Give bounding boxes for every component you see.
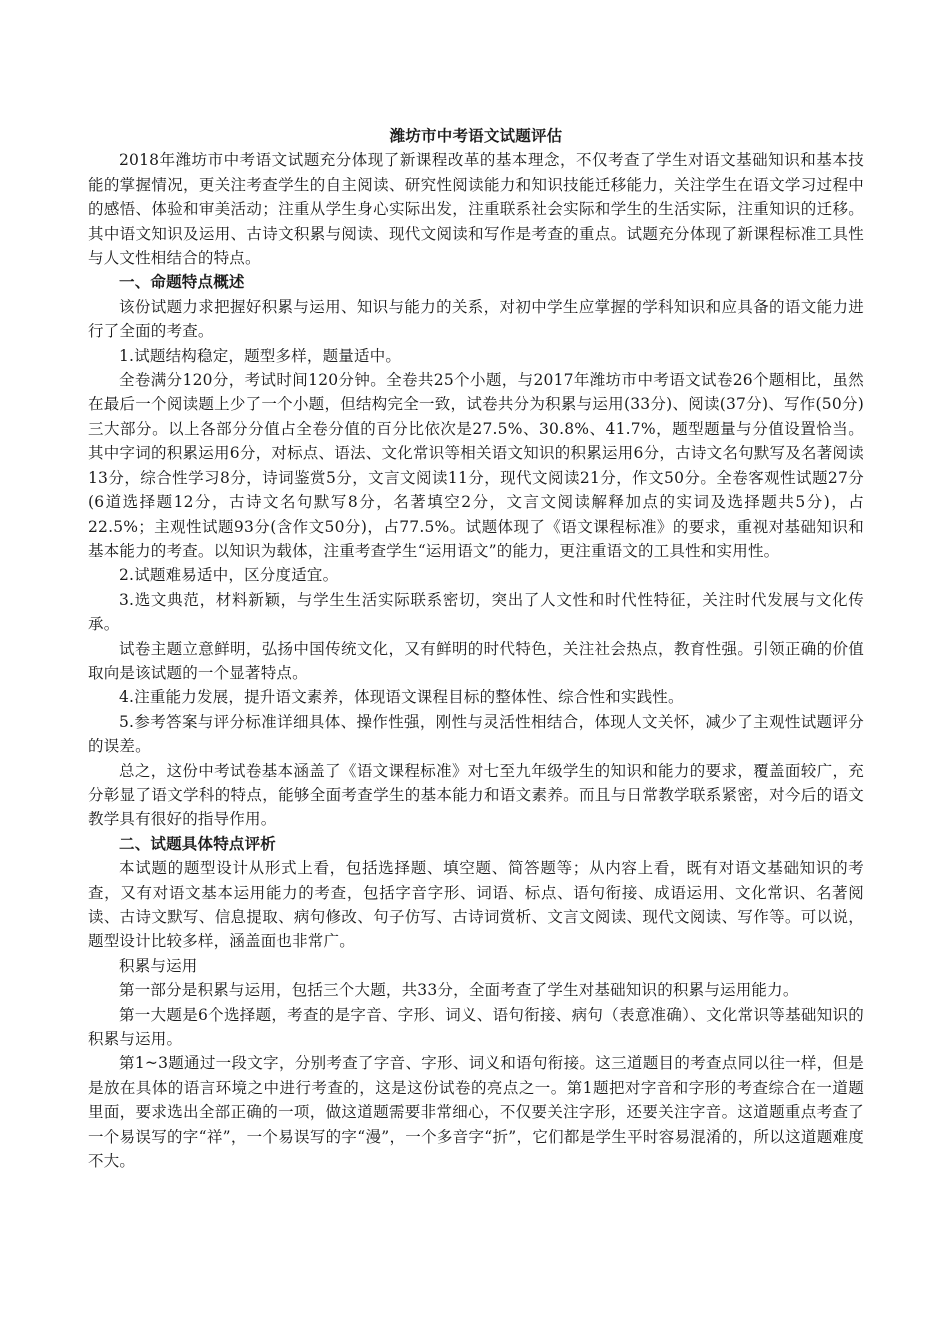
list-item: 4.注重能力发展，提升语文素养，体现语文课程目标的整体性、综合性和实践性。 [119, 688, 684, 707]
paragraph: 试卷主题立意鲜明，弘扬中国传统文化，又有鲜明的时代特色，关注社会热点，教育性强。引领正确的价值取向是该试题的一个显著特点。 [88, 639, 864, 682]
paragraph: 全卷满分120分，考试时间120分钟。全卷共25个小题，与2017年潍坊市中考语文试卷26个题相比，虽然在最后一个阅读题上少了一个小题，但结构完全一致，试卷共分为积累与运用(33分)、阅读(37分)、写作(50分)三大部分。以上各部分分值占全卷分值的百分比依次是27.5%、30.8%、41.7%，题型题量与分值设置恰当。其中字词的积累运用6分，对标点、语法、文化常识等相关语文知识的积累运用6分，古诗文名句默写及名著阅读13分，综合性学习8分，诗词鉴赏5分，文言文阅读11分，现代文阅读21分，作文50分。全卷客观性试题27分(6道选择题12分，古诗文名句默写8分，名著填空2分，文言文阅读解释加点的实词及选择题共5分)，占22.5%；主观性试题93分(含作文50分)，占77.5%。试题体现了《语文课程标准》的要求，重视对基础知识和基本能力的考查。以知识为载体，注重考查学生“运用语文”的能力，更注重语文的工具性和实用性。 [88, 371, 864, 560]
paragraph: 第一大题是6个选择题，考查的是字音、字形、词义、语句衔接、病句（表意准确）、文化常识等基础知识的积累与运用。 [88, 1005, 864, 1049]
paragraph: 第一部分是积累与运用，包括三个大题，共33分，全面考查了学生对基础知识的积累与运用能力。 [119, 981, 799, 1000]
paragraph: 本试题的题型设计从形式上看，包括选择题、填空题、简答题等；从内容上看，既有对语文基础知识的考查，又有对语文基本运用能力的考查，包括字音字形、词语、标点、语句衔接、成语运用、文化常识、名著阅读、古诗文默写、信息提取、病句修改、句子仿写、古诗词赏析、文言文阅读、现代文阅读、写作等。可以说，题型设计比较多样，涵盖面也非常广。 [88, 859, 864, 951]
section-heading-2: 二、试题具体特点评析 [119, 834, 277, 853]
document-page [88, 124, 864, 1173]
paragraph: 第1~3题通过一段文字，分别考查了字音、字形、词义和语句衔接。这三道题目的考查点同以往一样，但是是放在具体的语言环境之中进行考查的，这是这份试卷的亮点之一。第1题把对字音和字形的考查综合在一道题里面，要求选出全部正确的一项，做这道题需要非常细心，不仅要关注字形，还要关注字音。这道题重点考查了一个易误写的字“祥”，一个易误写的字“漫”，一个多音字“折”，它们都是学生平时容易混淆的，所以这道题难度不大。 [88, 1054, 864, 1171]
section-heading-1: 一、命题特点概述 [119, 273, 245, 292]
document-title: 潍坊市中考语文试题评估 [389, 127, 563, 145]
list-item: 1.试题结构稳定，题型多样，题量适中。 [119, 346, 402, 365]
paragraph: 总之，这份中考试卷基本涵盖了《语文课程标准》对七至九年级学生的知识和能力的要求，覆盖面较广，充分彰显了语文学科的特点，能够全面考查学生的基本能力和语文素养。而且与日常教学联系紧密，对今后的语文教学具有很好的指导作用。 [88, 761, 864, 829]
subsection-label: 积累与运用 [119, 956, 198, 975]
paragraph-intro: 2018年潍坊市中考语文试题充分体现了新课程改革的基本理念，不仅考查了学生对语文基础知识和基本技能的掌握情况，更关注考查学生的自主阅读、研究性阅读能力和知识技能迁移能力，关注学生在语文学习过程中的感悟、体验和审美活动；注重从学生身心实际出发，注重联系社会实际和学生的生活实际，注重知识的迁移。其中语文知识及运用、古诗文积累与阅读、现代文阅读和写作是考查的重点。试题充分体现了新课程标准工具性与人文性相结合的特点。 [88, 151, 864, 268]
list-item: 5.参考答案与评分标准详细具体、操作性强，刚性与灵活性相结合，体现人文关怀，减少了主观性试题评分的误差。 [88, 712, 864, 756]
list-item: 3.选文典范，材料新颖，与学生生活实际联系密切，突出了人文性和时代性特征，关注时代发展与文化传承。 [88, 590, 864, 634]
paragraph: 该份试题力求把握好积累与运用、知识与能力的关系，对初中学生应掌握的学科知识和应具备的语文能力进行了全面的考查。 [88, 297, 864, 341]
list-item: 2.试题难易适中，区分度适宜。 [119, 566, 339, 585]
